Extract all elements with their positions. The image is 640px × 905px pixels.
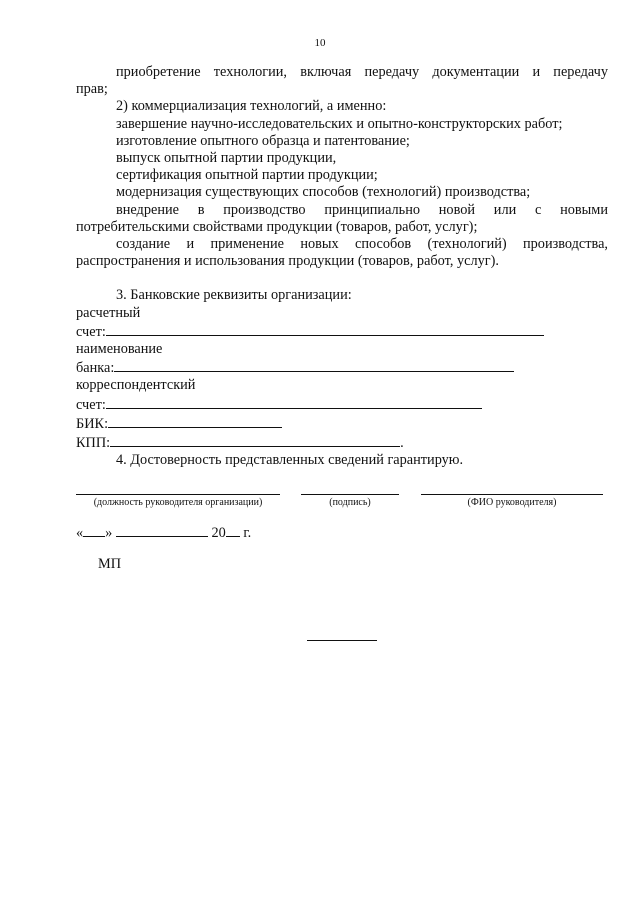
bank-name-label: наименование <box>76 341 163 358</box>
account-label: расчетный <box>76 304 141 321</box>
corr-account-field[interactable] <box>106 395 482 409</box>
year-suffix: г. <box>243 525 252 541</box>
account-field[interactable] <box>106 322 544 336</box>
name-column <box>421 475 603 508</box>
signature-column <box>301 475 399 508</box>
bik-row <box>76 414 608 433</box>
item-implementation: внедрение в производство принципиально новой или с новыми <box>116 201 608 218</box>
position-line[interactable] <box>76 494 280 495</box>
item-pilot-batch: выпуск опытной партии продукции, <box>116 150 337 167</box>
bank-details-heading: 3. Банковские реквизиты организации: <box>116 287 352 304</box>
position-column <box>76 475 280 508</box>
guarantee-statement: 4. Достоверность представленных сведений гарантирую. <box>116 452 464 469</box>
item-commercialization: 2) коммерциализация технологий, а именно: <box>116 98 387 115</box>
date-open-quote: « <box>76 525 84 541</box>
item-certification: сертификация опытной партии продукции; <box>116 167 378 184</box>
signature-caption: (подпись) <box>329 497 371 508</box>
item-acquisition-cont: прав; <box>76 81 108 98</box>
item-modernization: модернизация существующих способов (технологий) производства; <box>116 184 531 201</box>
name-line[interactable] <box>421 494 603 495</box>
item-implementation-cont: потребительскими свойствами продукции (товаров, работ, услуг); <box>76 218 478 235</box>
corr-account-label-2: счет: <box>76 396 106 413</box>
position-caption: (должность руководителя организации) <box>93 497 263 508</box>
name-caption: (ФИО руководителя) <box>467 497 557 508</box>
account-label-2: счет: <box>76 323 106 340</box>
item-new-methods: создание и применение новых способов (технологий) производства, <box>116 236 608 253</box>
bank-name-label-2: банка: <box>76 360 115 377</box>
year-prefix: 20 <box>211 525 226 541</box>
page-number: 10 <box>314 37 326 49</box>
item-completion: завершение научно-исследовательских и опытно-конструкторских работ; <box>116 115 563 132</box>
stamp-label: МП <box>98 556 122 572</box>
bik-label: БИК: <box>76 415 109 432</box>
signature-block <box>76 475 608 515</box>
month-field[interactable] <box>116 523 208 537</box>
end-divider <box>307 640 377 641</box>
account-row <box>76 322 608 341</box>
bank-name-row <box>76 358 608 377</box>
day-field[interactable] <box>83 523 105 537</box>
kpp-end: . <box>400 435 404 452</box>
signature-line[interactable] <box>301 494 399 495</box>
bank-name-field[interactable] <box>114 358 514 372</box>
item-acquisition: приобретение технологии, включая передачу документации и передачу <box>116 64 608 80</box>
year-field[interactable] <box>226 523 240 537</box>
corr-account-row <box>76 395 608 414</box>
document-body <box>76 64 608 469</box>
item-prototype: изготовление опытного образца и патентование; <box>116 132 410 149</box>
kpp-field[interactable] <box>110 433 400 447</box>
bik-field[interactable] <box>108 414 282 428</box>
date-close-quote: » <box>105 525 113 541</box>
kpp-label: КПП: <box>76 435 111 452</box>
date-row <box>76 523 251 542</box>
item-new-methods-cont: распространения и использования продукции (товаров, работ, услуг). <box>76 253 499 270</box>
corr-account-label: корреспондентский <box>76 377 196 394</box>
kpp-row <box>76 433 608 452</box>
